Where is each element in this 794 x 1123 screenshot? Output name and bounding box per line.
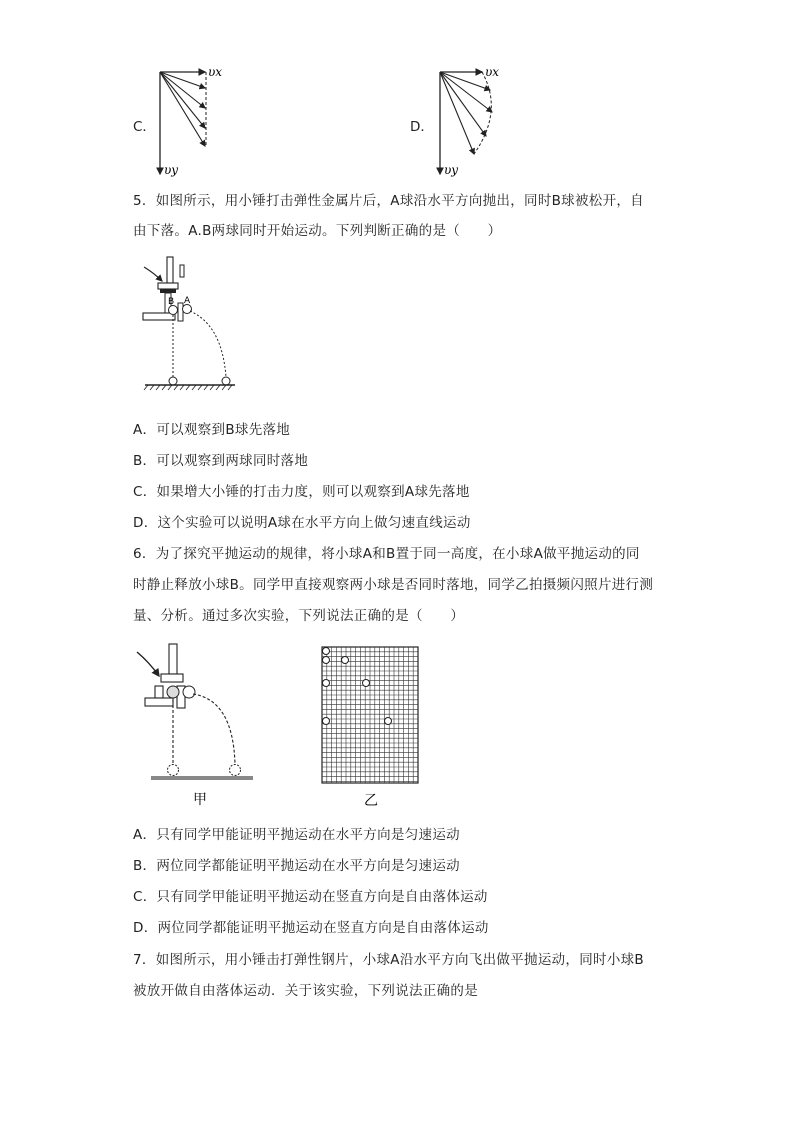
q7-stem-line1: 7．如图所示，用小锤击打弹性钢片，小球A沿水平方向飞出做平抛运动，同时小球B <box>133 952 644 968</box>
q6-option-c[interactable]: C．只有同学甲能证明平抛运动在竖直方向是自由落体运动 <box>133 889 488 905</box>
q5-option-a[interactable]: A．可以观察到B球先落地 <box>133 422 291 438</box>
label-ball-b: B <box>168 297 175 307</box>
q6-figure-jia <box>135 640 255 810</box>
q6-figure-yi <box>318 645 428 810</box>
vy-label-c: υy <box>164 163 179 177</box>
velocity-diagram-d <box>432 66 512 181</box>
vx-label-c: υx <box>208 65 223 79</box>
vx-label-d: υx <box>485 65 500 79</box>
q7-stem-line2: 被放开做自由落体运动．关于该实验，下列说法正确的是 <box>133 983 478 999</box>
label-ball-a: A <box>184 296 191 306</box>
q4-option-d-label[interactable]: D． <box>410 119 434 135</box>
figure-label-yi: 乙 <box>364 793 378 809</box>
q5-option-c[interactable]: C．如果增大小锤的打击力度，则可以观察到A球先落地 <box>133 484 470 500</box>
q5-stem-line1: 5．如图所示，用小锤打击弹性金属片后，A球沿水平方向抛出，同时B球被松开，自 <box>133 193 644 209</box>
q5-option-b[interactable]: B．可以观察到两球同时落地 <box>133 453 309 469</box>
q6-option-d[interactable]: D．两位同学都能证明平抛运动在竖直方向是自由落体运动 <box>133 920 489 936</box>
q5-apparatus-figure <box>140 255 240 395</box>
q6-option-a[interactable]: A．只有同学甲能证明平抛运动在水平方向是匀速运动 <box>133 827 460 843</box>
figure-label-jia: 甲 <box>193 792 207 808</box>
q6-stem-line1: 6．为了探究平抛运动的规律，将小球A和B置于同一高度，在小球A做平抛运动的同 <box>133 546 640 562</box>
q6-option-b[interactable]: B．两位同学都能证明平抛运动在水平方向是匀速运动 <box>133 858 460 874</box>
q5-option-d[interactable]: D．这个实验可以说明A球在水平方向上做匀速直线运动 <box>133 515 471 531</box>
vy-label-d: υy <box>444 163 459 177</box>
velocity-diagram-c <box>150 66 230 181</box>
strobe-grid <box>322 647 418 783</box>
q6-stem-line2: 时静止释放小球B。同学甲直接观察两小球是否同时落地，同学乙拍摄频闪照片进行测 <box>133 577 654 593</box>
q4-option-c-label[interactable]: C． <box>133 119 156 135</box>
q6-stem-line3: 量、分析。通过多次实验，下列说法正确的是（ ） <box>133 608 465 624</box>
q5-stem-line2: 由下落。A.B两球同时开始运动。下列判断正确的是（ ） <box>133 223 502 239</box>
